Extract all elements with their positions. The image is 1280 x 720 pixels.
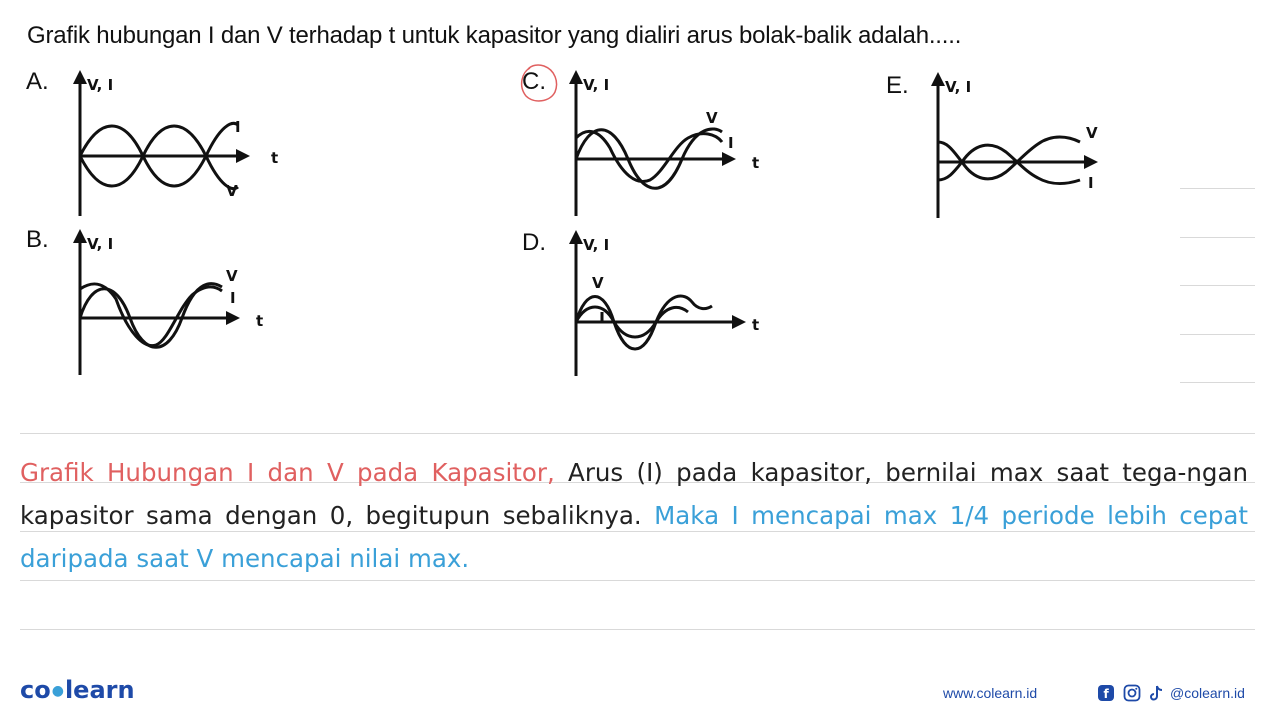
explanation-conclusion: Maka I mencapai max 1/4 periode lebih cepat daripada saat V mencapai nilai max.: [20, 501, 1248, 573]
svg-text:f: f: [1103, 687, 1109, 701]
option-e-axis-label: V, I: [945, 78, 972, 96]
option-c-axis-label: V, I: [583, 76, 610, 94]
option-b-label-v: V: [226, 267, 238, 285]
option-e-label-i: I: [1088, 174, 1094, 192]
divider: [1180, 334, 1255, 335]
option-c-label-t: t: [752, 154, 760, 172]
option-d-graph: [556, 230, 796, 380]
option-b-letter: B.: [26, 226, 49, 253]
divider: [20, 629, 1255, 630]
website-link[interactable]: www.colearn.id: [943, 685, 1038, 701]
facebook-icon[interactable]: [1097, 684, 1115, 702]
divider: [20, 433, 1255, 434]
explanation-body: Arus (I) pada kapasitor, bernilai max saat tega-ngan kapasitor sama dengan 0, begitupun sebaliknya.: [20, 458, 1248, 530]
colearn-logo: co●learn: [20, 676, 135, 704]
divider: [20, 580, 1255, 581]
option-d-label-v: V: [592, 274, 604, 292]
option-e-letter: E.: [886, 72, 909, 99]
divider: [1180, 382, 1255, 383]
option-c-graph: [556, 70, 796, 220]
option-a-label-t: t: [271, 149, 279, 167]
option-b-graph: [60, 229, 300, 379]
option-c-label-v: V: [706, 109, 718, 127]
option-e-graph: [918, 72, 1158, 222]
option-a-label-v: V: [226, 182, 238, 200]
social-handle: @colearn.id: [1170, 685, 1245, 701]
option-c-label-i: I: [728, 134, 734, 152]
divider: [1180, 285, 1255, 286]
instagram-icon[interactable]: [1123, 684, 1141, 702]
option-e-label-v: V: [1086, 124, 1098, 142]
option-a-axis-label: V, I: [87, 76, 114, 94]
option-b-label-t: t: [256, 312, 264, 330]
option-d-label-t: t: [752, 316, 760, 334]
question-text: Grafik hubungan I dan V terhadap t untuk kapasitor yang dialiri arus bolak-balik adalah.....: [27, 22, 962, 49]
option-a-letter: A.: [26, 68, 49, 95]
explanation-heading: Grafik Hubungan I dan V pada Kapasitor,: [20, 458, 555, 487]
option-d-letter: D.: [522, 229, 546, 256]
option-d-axis-label: V, I: [583, 236, 610, 254]
tiktok-icon[interactable]: [1148, 684, 1166, 702]
explanation-text: [20, 451, 1248, 580]
option-a-graph: [60, 70, 300, 220]
option-b-label-i: I: [230, 289, 236, 307]
divider: [1180, 188, 1255, 189]
option-b-axis-label: V, I: [87, 235, 114, 253]
divider: [1180, 237, 1255, 238]
answer-circle-marker: [520, 62, 560, 106]
option-a-label-i: I: [235, 118, 241, 136]
option-c-letter: C.: [522, 68, 546, 95]
